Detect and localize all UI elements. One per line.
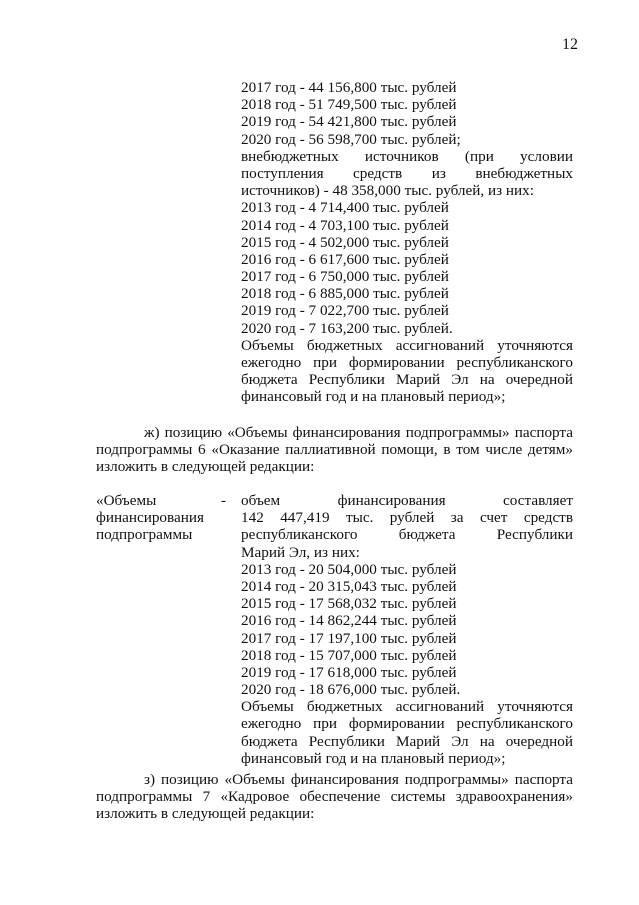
- funding-line: 2018 год - 51 749,500 тыс. рублей: [241, 96, 457, 114]
- funding-line: 2016 год - 14 862,244 тыс. рублей: [241, 612, 457, 630]
- paragraph-line: изложить в следующей редакции:: [96, 805, 315, 823]
- funding-line: внебюджетных источников (при условии: [241, 147, 573, 165]
- funding-line: 2018 год - 6 885,000 тыс. рублей: [241, 285, 449, 303]
- funding-line: ежегодно при формировании республиканского: [241, 354, 573, 371]
- funding-line: 2017 год - 6 750,000 тыс. рублей: [241, 268, 449, 286]
- paragraph-line: подпрограммы 7 «Кадровое обеспечение системы здравоохранения»: [96, 788, 573, 806]
- funding-line: бюджета Республики Марий Эл на очередной: [241, 732, 573, 750]
- funding-line: Марий Эл, из них:: [241, 543, 360, 561]
- funding-line: республиканского бюджета Республики: [241, 526, 573, 544]
- funding-line: 2018 год - 15 707,000 тыс. рублей: [241, 646, 457, 664]
- funding-line: 2019 год - 54 421,800 тыс. рублей: [241, 113, 457, 131]
- funding-block-continued: [241, 79, 573, 406]
- paragraph-line: з) позицию «Объемы финансирования подпрограммы» паспорта: [144, 771, 573, 788]
- funding-line: поступления средств из внебюджетных: [241, 164, 573, 182]
- funding-line: ежегодно при формировании республиканского: [241, 715, 573, 733]
- funding-line: источников) - 48 358,000 тыс. рублей, из них:: [241, 182, 534, 200]
- label-dash: -: [220, 492, 226, 509]
- funding-line: 2015 год - 4 502,000 тыс. рублей: [241, 233, 449, 251]
- funding-line: Объемы бюджетных ассигнований уточняются: [241, 698, 573, 716]
- funding-line: 2014 год - 20 315,043 тыс. рублей: [241, 577, 457, 595]
- funding-line: 2020 год - 18 676,000 тыс. рублей.: [241, 681, 461, 699]
- funding-line: 2019 год - 17 618,000 тыс. рублей: [241, 663, 457, 681]
- funding-label: [96, 492, 226, 544]
- funding-line: бюджета Республики Марий Эл на очередной: [241, 371, 573, 389]
- paragraph-line: подпрограммы 6 «Оказание паллиативной помощи, в том числе детям»: [96, 441, 573, 459]
- funding-line: 2013 год - 4 714,400 тыс. рублей: [241, 199, 449, 217]
- funding-line: 2014 год - 4 703,100 тыс. рублей: [241, 216, 449, 234]
- label-line: [96, 492, 226, 509]
- funding-line: 2017 год - 17 197,100 тыс. рублей: [241, 629, 457, 647]
- funding-line: 2013 год - 20 504,000 тыс. рублей: [241, 560, 457, 578]
- paragraph-zh: [96, 424, 573, 476]
- funding-line: 2015 год - 17 568,032 тыс. рублей: [241, 595, 457, 613]
- paragraph-line: ж) позицию «Объемы финансирования подпрограммы» паспорта: [144, 424, 573, 441]
- funding-line: финансовый год и на плановый период»;: [241, 388, 506, 406]
- funding-line: 2019 год - 7 022,700 тыс. рублей: [241, 302, 449, 320]
- funding-line: 2020 год - 56 598,700 тыс. рублей;: [241, 130, 461, 148]
- label-line: подпрограммы: [96, 526, 193, 544]
- paragraph-z: [96, 771, 573, 823]
- funding-line: финансовый год и на плановый период»;: [241, 749, 506, 767]
- funding-line: 2020 год - 7 163,200 тыс. рублей.: [241, 319, 453, 337]
- funding-block-subprogram-6: [241, 492, 573, 767]
- funding-line: объем финансирования составляет: [241, 492, 573, 509]
- funding-line: 2016 год - 6 617,600 тыс. рублей: [241, 250, 449, 268]
- label-line: финансирования: [96, 509, 204, 527]
- paragraph-line: изложить в следующей редакции:: [96, 458, 315, 476]
- funding-line: Объемы бюджетных ассигнований уточняются: [241, 336, 573, 354]
- funding-line: 2017 год - 44 156,800 тыс. рублей: [241, 79, 457, 96]
- funding-line: 142 447,419 тыс. рублей за счет средств: [241, 509, 573, 527]
- label-text: «Объемы: [96, 492, 157, 509]
- page-number: 12: [562, 36, 578, 53]
